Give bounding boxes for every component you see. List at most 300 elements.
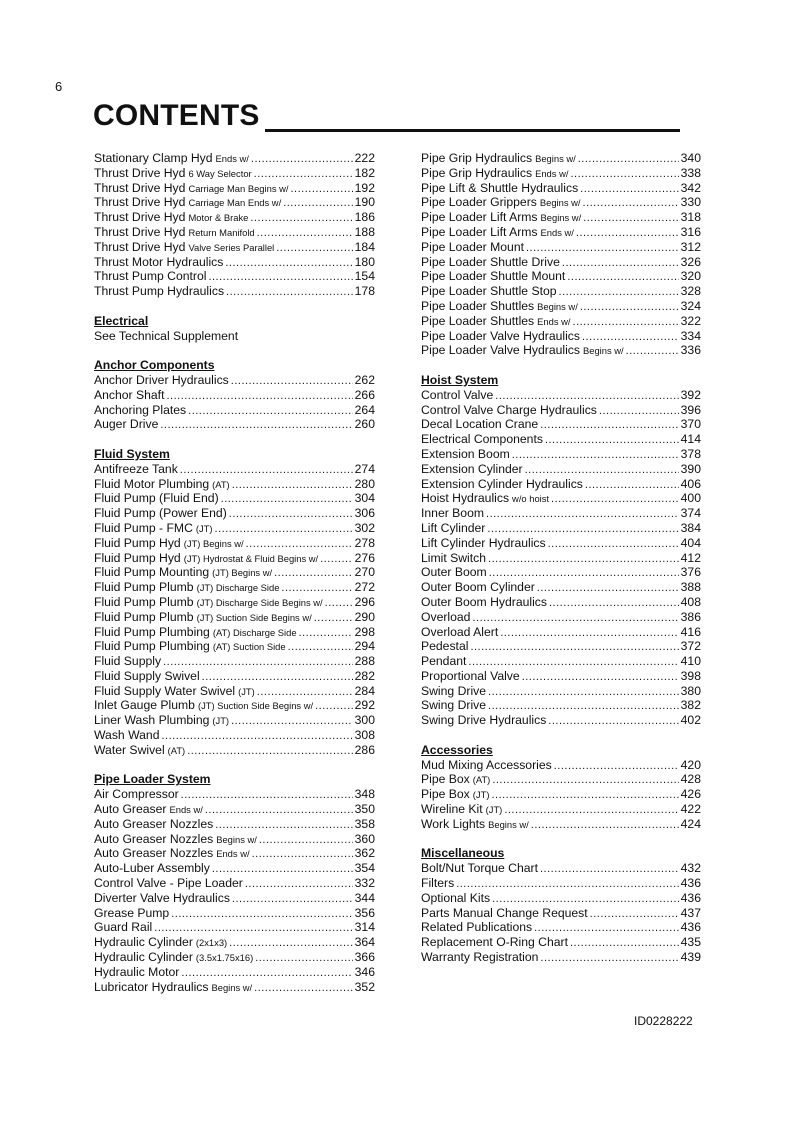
entry-qualifier: Ends w/ (169, 804, 203, 816)
entry-name (421, 329, 580, 344)
entry-page-number: 420 (680, 757, 701, 772)
dot-leader (154, 920, 352, 936)
entry-title: Fluid Supply Swivel (94, 668, 200, 683)
entry-title: Mud Mixing Accessories (421, 757, 552, 772)
entry-title: Fluid Supply (94, 654, 162, 669)
dot-leader (208, 269, 352, 285)
entry-page-number: 410 (680, 654, 701, 669)
entry-title: Thrust Drive Hyd (94, 239, 186, 254)
dot-leader (487, 521, 678, 537)
entry-page-number: 400 (680, 491, 701, 506)
entry-title: Thrust Motor Hydraulics (94, 254, 224, 269)
dot-leader (325, 595, 353, 611)
dot-leader (315, 698, 353, 714)
dot-leader (488, 684, 679, 700)
entry-name (421, 684, 486, 699)
entry-name (94, 698, 313, 714)
toc-entry (94, 654, 375, 669)
entry-name (421, 950, 538, 965)
toc-entry (421, 432, 701, 447)
toc-entry (94, 151, 375, 166)
dot-leader (488, 698, 679, 714)
toc-entry (94, 240, 375, 255)
entry-name (94, 639, 286, 655)
section-fluid-system (94, 447, 375, 758)
dot-leader (299, 625, 353, 641)
entry-page-number: 380 (680, 683, 701, 698)
dot-leader (215, 521, 353, 537)
toc-entry (421, 166, 701, 181)
entry-name (421, 388, 493, 403)
entry-name (94, 654, 161, 669)
entry-name (421, 225, 574, 241)
toc-entry (421, 935, 701, 950)
toc-entry (94, 565, 375, 580)
entry-name (94, 595, 323, 611)
entry-name (94, 521, 213, 537)
entry-name (421, 610, 470, 625)
toc-entry (94, 403, 375, 418)
entry-page-number: 318 (680, 210, 701, 225)
entry-title: Pipe Loader Grippers (421, 195, 537, 210)
dot-leader (525, 462, 679, 478)
toc-entry (421, 388, 701, 403)
entry-title: Pipe Loader Mount (421, 239, 524, 254)
toc-entry (94, 269, 375, 284)
dot-leader (181, 965, 352, 981)
dot-leader (254, 980, 353, 996)
entry-page-number: 298 (354, 624, 375, 639)
entry-name (421, 195, 581, 211)
entry-name (421, 861, 538, 876)
entry-name (94, 846, 250, 862)
toc-entry (94, 491, 375, 506)
toc-entry (94, 861, 375, 876)
section-heading: Hoist System (421, 372, 499, 387)
dot-leader (590, 906, 679, 922)
entry-page-number: 408 (680, 594, 701, 609)
toc-entry (421, 462, 701, 477)
toc-entry (421, 713, 701, 728)
dot-leader (212, 861, 353, 877)
dot-leader (573, 314, 679, 330)
entry-qualifier: (JT) Begins w/ (183, 537, 244, 549)
entry-page-number: 300 (354, 713, 375, 728)
dot-leader (468, 654, 678, 670)
entry-title: Fluid Pump Plumb (94, 609, 194, 624)
dot-leader (492, 891, 679, 907)
toc-entry (421, 181, 701, 196)
entry-name (94, 684, 255, 700)
entry-title: Pipe Box (421, 787, 470, 802)
dot-leader (160, 417, 352, 433)
entry-page-number: 184 (354, 239, 375, 254)
entry-name (421, 151, 576, 167)
entry-title: Swing Drive (421, 698, 487, 713)
page-number: 6 (55, 79, 63, 94)
entry-title: Decal Location Crane (421, 417, 539, 432)
toc-entry (94, 610, 375, 625)
entry-page-number: 316 (680, 224, 701, 239)
dot-leader (246, 536, 353, 552)
entry-title: Thrust Pump Hydraulics (94, 284, 225, 299)
entry-page-number: 374 (680, 506, 701, 521)
entry-name (421, 432, 543, 447)
toc-entry (421, 210, 701, 225)
entry-title: Hydraulic Cylinder (94, 935, 193, 950)
entry-page-number: 384 (680, 520, 701, 535)
dot-leader (495, 388, 678, 404)
toc-entry (94, 625, 375, 640)
entry-title: Filters (421, 876, 455, 891)
entry-title: Pipe Loader Shuttles (421, 298, 535, 313)
toc-entry (421, 477, 701, 492)
entry-title: Fluid Supply Water Swivel (94, 683, 236, 698)
toc-entry (94, 195, 375, 210)
toc-entry (421, 639, 701, 654)
entry-qualifier: Ends w/ (535, 167, 569, 179)
section-note: See Technical Supplement (94, 328, 239, 343)
entry-title: Fluid Pump Hyd (94, 535, 181, 550)
dot-leader (559, 284, 679, 300)
toc-entry (94, 181, 375, 196)
entry-name (421, 639, 468, 654)
entry-title: Antifreeze Tank (94, 461, 178, 476)
entry-page-number: 354 (354, 861, 375, 876)
toc-entry (94, 225, 375, 240)
entry-qualifier: Valve Series Parallel (188, 241, 275, 253)
toc-entry (421, 654, 701, 669)
dot-leader (232, 477, 353, 493)
entry-title: Stationary Clamp Hyd (94, 151, 213, 165)
toc-entry (94, 373, 375, 388)
entry-qualifier: (JT) Discharge Side Begins w/ (196, 596, 323, 608)
dot-leader (540, 950, 678, 966)
entry-title: Pedestal (421, 639, 469, 654)
entry-title: Fluid Pump Plumb (94, 594, 194, 609)
entry-name (94, 403, 186, 418)
dot-leader (578, 151, 679, 167)
entry-name (94, 817, 213, 832)
toc-entry (421, 225, 701, 240)
toc-entry (421, 491, 701, 506)
toc-entry (421, 669, 701, 684)
entry-page-number: 388 (680, 580, 701, 595)
dot-leader (229, 506, 353, 522)
entry-name (94, 388, 164, 403)
entry-page-number: 182 (354, 165, 375, 180)
entry-name (94, 210, 248, 226)
entry-page-number: 436 (680, 890, 701, 905)
dot-leader (281, 580, 352, 596)
toc-entry (94, 728, 375, 743)
dot-leader (500, 625, 678, 641)
entry-name (94, 151, 249, 167)
entry-page-number: 296 (354, 594, 375, 609)
dot-leader (492, 772, 678, 788)
entry-page-number: 284 (354, 683, 375, 698)
entry-title: Air Compressor (94, 787, 179, 802)
dot-leader (526, 240, 679, 256)
toc-entry (94, 669, 375, 684)
dot-leader (274, 565, 353, 581)
entry-page-number: 372 (680, 639, 701, 654)
entry-title: Pipe Box (421, 772, 470, 787)
entry-title: Fluid Pump Plumbing (94, 624, 210, 639)
entry-title: Outer Boom Hydraulics (421, 594, 547, 609)
entry-page-number: 422 (680, 802, 701, 817)
entry-title: Inlet Gauge Plumb (94, 698, 195, 713)
entry-page-number: 362 (354, 846, 375, 861)
dot-leader (171, 906, 352, 922)
entry-name (94, 980, 252, 996)
toc-entry (94, 210, 375, 225)
entry-qualifier: Begins w/ (537, 300, 578, 312)
dot-leader (549, 595, 679, 611)
toc-entry (421, 565, 701, 580)
dot-leader (540, 861, 679, 877)
entry-page-number: 426 (680, 787, 701, 802)
entry-page-number: 340 (680, 151, 701, 165)
entry-title: Guard Rail (94, 920, 153, 935)
entry-name (94, 743, 185, 759)
entry-page-number: 276 (354, 550, 375, 565)
toc-entry (94, 980, 375, 995)
dot-leader (582, 329, 679, 345)
entry-page-number: 378 (680, 446, 701, 461)
dot-leader (456, 876, 678, 892)
entry-page-number: 416 (680, 624, 701, 639)
entry-title: Fluid Pump Plumb (94, 580, 194, 595)
entry-name (94, 950, 253, 966)
entry-qualifier: Begins w/ (582, 345, 624, 357)
toc-entry (421, 906, 701, 921)
toc-entry (421, 521, 701, 536)
toc-entry (94, 935, 375, 950)
entry-title: Thrust Drive Hyd (94, 210, 186, 225)
entry-title: Swing Drive (421, 683, 487, 698)
toc-entry (94, 891, 375, 906)
dot-leader (545, 432, 679, 448)
toc-entry (94, 965, 375, 980)
entry-title: Thrust Drive Hyd (94, 165, 186, 180)
entry-page-number: 324 (680, 298, 701, 313)
entry-title: Diverter Valve Hydraulics (94, 890, 230, 905)
entry-name (421, 654, 466, 669)
toc-entry (421, 625, 701, 640)
entry-page-number: 328 (680, 284, 701, 299)
dot-leader (489, 565, 679, 581)
dot-leader (229, 935, 353, 951)
entry-page-number: 352 (354, 979, 375, 994)
entry-name (94, 832, 257, 848)
entry-title: Fluid Pump - FMC (94, 520, 193, 535)
entry-page-number: 180 (354, 254, 375, 269)
entry-page-number: 272 (354, 580, 375, 595)
entry-name (421, 240, 524, 255)
entry-title: Fluid Pump Mounting (94, 565, 210, 580)
entry-page-number: 278 (354, 535, 375, 550)
dot-leader (259, 832, 353, 848)
entry-page-number: 288 (354, 654, 375, 669)
entry-title: Fluid Pump (Power End) (94, 506, 227, 521)
entry-title: Pipe Loader Valve Hydraulics (421, 328, 580, 343)
toc-entry (94, 255, 375, 270)
entry-page-number: 294 (354, 639, 375, 654)
entry-title: Pipe Loader Lift Arms (421, 210, 538, 225)
toc-entry (94, 787, 375, 802)
entry-qualifier: Ends w/ (540, 226, 574, 238)
entry-name (94, 565, 272, 581)
entry-name (421, 891, 490, 906)
dot-leader (166, 388, 352, 404)
entry-page-number: 439 (680, 950, 701, 965)
entry-name (421, 772, 490, 788)
toc-entry (94, 846, 375, 861)
entry-qualifier: Return Manifold (188, 226, 255, 238)
entry-name (94, 477, 230, 493)
entry-page-number: 436 (680, 876, 701, 891)
dot-leader (245, 876, 353, 892)
dot-leader (250, 210, 352, 226)
entry-name (94, 965, 179, 980)
entry-title: Auto-Luber Assembly (94, 861, 210, 876)
entry-name (94, 269, 206, 284)
dot-leader (290, 181, 352, 197)
entry-name (421, 625, 498, 640)
toc-entry (421, 506, 701, 521)
entry-page-number: 304 (354, 491, 375, 506)
entry-page-number: 437 (680, 905, 701, 920)
entry-page-number: 262 (354, 372, 375, 387)
entry-qualifier: (AT) (212, 478, 230, 490)
entry-page-number: 292 (354, 698, 375, 713)
entry-qualifier: (3.5x1.75x16) (195, 952, 254, 964)
entry-title: Bolt/Nut Torque Chart (421, 861, 538, 876)
entry-name (94, 195, 281, 211)
title-underline-rule (265, 129, 680, 132)
entry-page-number: 332 (354, 876, 375, 891)
entry-page-number: 396 (680, 402, 701, 417)
dot-leader (231, 713, 353, 729)
entry-qualifier: (AT) (167, 744, 186, 756)
entry-name (421, 210, 581, 226)
section-heading: Pipe Loader System (94, 772, 211, 787)
entry-page-number: 414 (680, 432, 701, 447)
entry-name (94, 506, 227, 521)
dot-leader (548, 713, 678, 729)
entry-title: Pipe Loader Shuttle Drive (421, 254, 560, 269)
entry-title: Related Publications (421, 920, 533, 935)
entry-title: Outer Boom Cylinder (421, 580, 535, 595)
entry-page-number: 344 (354, 890, 375, 905)
entry-name (421, 403, 597, 418)
entry-title: Fluid Pump Plumbing (94, 639, 210, 654)
entry-page-number: 274 (354, 461, 375, 476)
entry-name (421, 255, 560, 270)
entry-title: Grease Pump (94, 905, 170, 920)
dot-leader (215, 817, 352, 833)
toc-entry (421, 284, 701, 299)
entry-title: Control Valve (421, 387, 494, 402)
dot-leader (180, 462, 353, 478)
dot-leader (314, 610, 353, 626)
dot-leader (288, 639, 353, 655)
dot-leader (580, 181, 678, 197)
section-continued (421, 151, 701, 358)
toc-entry (421, 269, 701, 284)
entry-title: Overload Alert (421, 624, 499, 639)
dot-leader (202, 669, 353, 685)
entry-page-number: 386 (680, 609, 701, 624)
toc-entry (421, 329, 701, 344)
entry-name (94, 373, 229, 388)
dot-leader (486, 506, 679, 522)
entry-page-number: 404 (680, 535, 701, 550)
entry-page-number: 382 (680, 698, 701, 713)
dot-leader (570, 935, 679, 951)
entry-qualifier: Begins w/ (539, 197, 581, 209)
dot-leader (276, 240, 352, 256)
toc-entry (421, 891, 701, 906)
entry-title: Extension Boom (421, 446, 510, 461)
entry-title: Pipe Loader Valve Hydraulics (421, 343, 580, 358)
dot-leader (226, 284, 353, 300)
entry-qualifier: Ends w/ (537, 315, 571, 327)
entry-page-number: 424 (680, 816, 701, 831)
section-heading: Electrical (94, 313, 149, 328)
entry-page-number: 330 (680, 195, 701, 210)
dot-leader (504, 802, 678, 818)
entry-page-number: 402 (680, 713, 701, 728)
entry-name (94, 580, 279, 596)
entry-page-number: 280 (354, 476, 375, 491)
dot-leader (257, 684, 353, 700)
entry-title: Outer Boom (421, 565, 487, 580)
dot-leader (188, 403, 353, 419)
toc-entry (94, 817, 375, 832)
entry-name (94, 625, 297, 641)
dot-leader (626, 343, 679, 359)
entry-title: Water Swivel (94, 742, 165, 757)
dot-leader (283, 195, 352, 211)
toc-entry (94, 580, 375, 595)
entry-name (94, 181, 288, 197)
document-id: ID0228222 (634, 1014, 693, 1028)
entry-qualifier: Ends w/ (215, 153, 249, 164)
toc-entry (94, 920, 375, 935)
entry-title: Electrical Components (421, 432, 543, 447)
entry-page-number: 334 (680, 328, 701, 343)
entry-name (94, 713, 229, 729)
toc-entry (421, 447, 701, 462)
section-heading: Anchor Components (94, 358, 215, 373)
entry-page-number: 282 (354, 668, 375, 683)
toc-entry (94, 950, 375, 965)
dot-leader (554, 758, 679, 774)
entry-name (421, 491, 549, 507)
entry-page-number: 364 (354, 935, 375, 950)
toc-entry (94, 536, 375, 551)
entry-qualifier: (JT) Hydrostat & Fluid Begins w/ (183, 552, 319, 564)
entry-qualifier: Begins w/ (211, 981, 253, 993)
toc-entry (94, 388, 375, 403)
entry-page-number: 178 (354, 284, 375, 299)
toc-entry (94, 506, 375, 521)
entry-title: Parts Manual Change Request (421, 905, 588, 920)
entry-qualifier: (JT) (195, 522, 213, 534)
entry-qualifier: Begins w/ (535, 153, 576, 164)
